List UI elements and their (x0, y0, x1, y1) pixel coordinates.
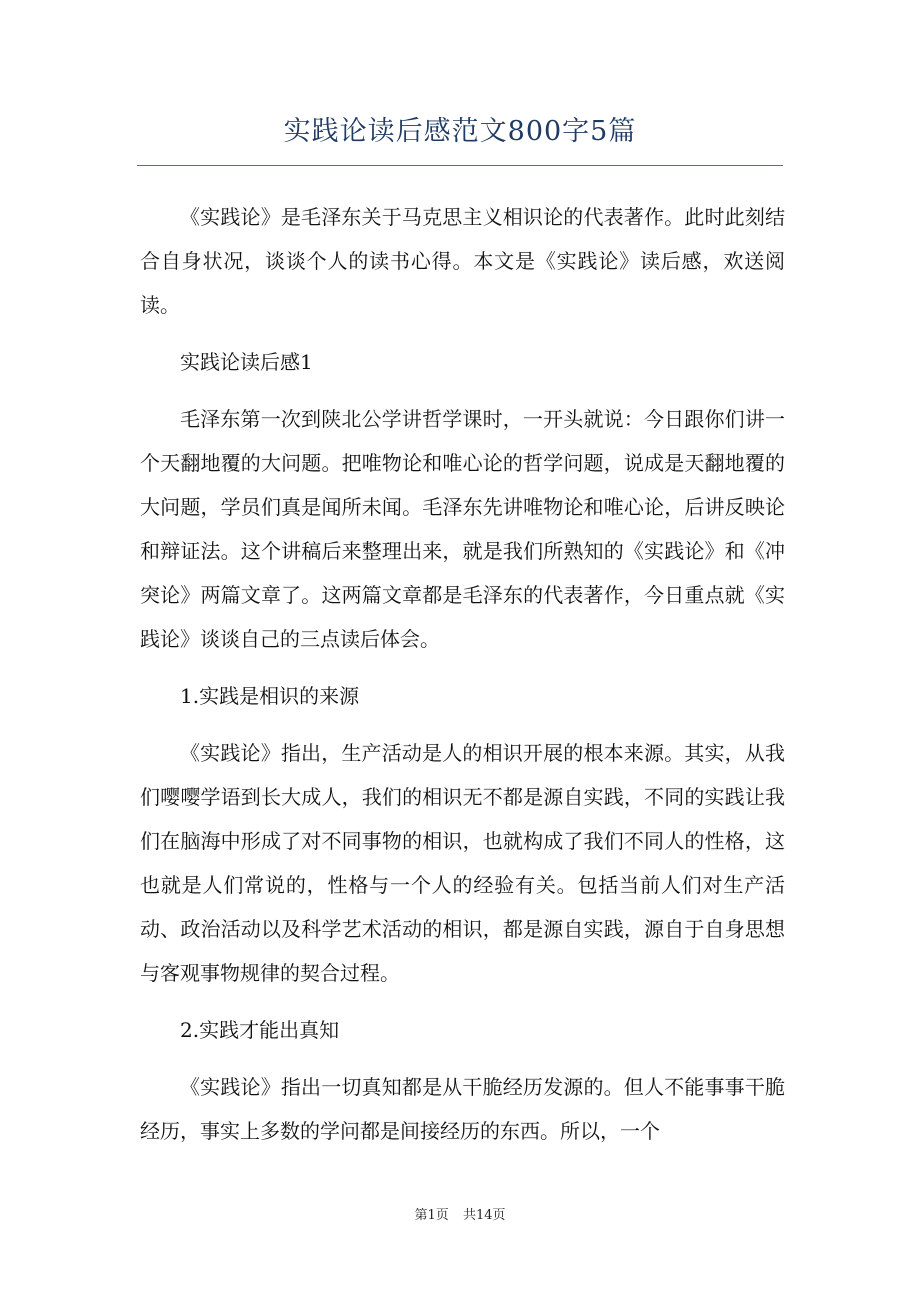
section-heading: 实践论读后感1 (180, 350, 313, 374)
title-underline (137, 165, 783, 166)
subsection-heading: 1.实践是相识的来源 (180, 684, 360, 708)
document-body (140, 195, 785, 1166)
page-footer (0, 1206, 920, 1226)
page-total: 共14页 (462, 1208, 506, 1223)
body-paragraph: 《实践论》指出一切真知都是从干脆经历发源的。但人不能事事干脆经历，事实上多数的学问都是间接经历的东西。所以，一个 (140, 1075, 785, 1143)
body-paragraph: 《实践论》指出，生产活动是人的相识开展的根本来源。其实，从我们嘤嘤学语到长大成人，我们的相识无不都是源自实践，不同的实践让我们在脑海中形成了对不同事物的相识，也就构成了我们不同人的性格，这也就是人们常说的，性格与一个人的经验有关。包括当前人们对生产活动、政治活动以及科学艺术活动的相识，都是源自实践，源自于自身思想与客观事物规律的契合过程。 (140, 741, 785, 985)
intro-paragraph: 《实践论》是毛泽东关于马克思主义相识论的代表著作。此时此刻结合自身状况，谈谈个人的读书心得。本文是《实践论》读后感，欢送阅读。 (140, 205, 785, 317)
document-title: 实践论读后感范文800字5篇 (283, 116, 637, 147)
page-number: 第1页 (414, 1208, 449, 1223)
subsection-heading: 2.实践才能出真知 (180, 1018, 340, 1042)
body-paragraph: 毛泽东第一次到陕北公学讲哲学课时，一开头就说：今日跟你们讲一个天翻地覆的大问题。把唯物论和唯心论的哲学问题，说成是天翻地覆的大问题，学员们真是闻所未闻。毛泽东先讲唯物论和唯心论，后讲反映论和辩证法。这个讲稿后来整理出来，就是我们所熟知的《实践论》和《冲突论》两篇文章了。这两篇文章都是毛泽东的代表著作，今日重点就《实践论》谈谈自己的三点读后体会。 (140, 407, 785, 651)
